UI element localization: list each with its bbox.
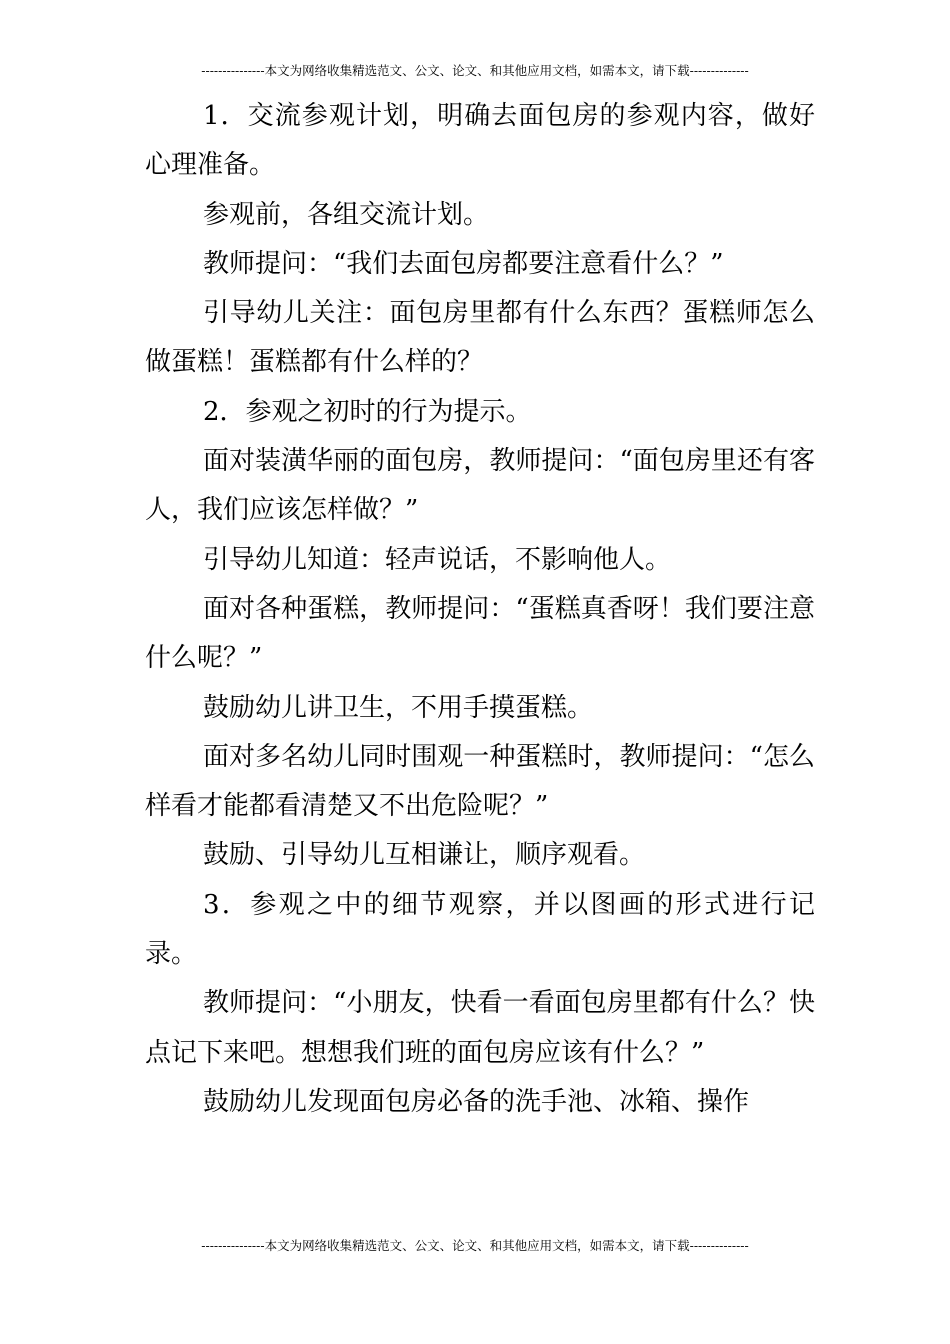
paragraph-12: 3．参观之中的细节观察，并以图画的形式进行记录。 [145, 889, 815, 970]
paragraph-13: 教师提问：“小朋友，快看一看面包房里都有什么？快点记下来吧。想想我们班的面包房应该有什么？” [145, 988, 815, 1068]
paragraph-9: 鼓励幼儿讲卫生，不用手摸蛋糕。 [203, 692, 594, 723]
paragraph-3: 教师提问：“我们去面包房都要注意看什么？” [203, 248, 724, 279]
paragraph-6: 面对装潢华丽的面包房，教师提问：“面包房里还有客人，我们应该怎样做？” [145, 446, 815, 526]
paragraph-14: 鼓励幼儿发现面包房必备的洗手池、冰箱、操作 [203, 1086, 750, 1117]
paragraph-4: 引导幼儿关注：面包房里都有什么东西？蛋糕师怎么做蛋糕！蛋糕都有什么样的？ [145, 298, 815, 378]
document-body [145, 92, 815, 1127]
header-banner: ---------------本文为网络收集精选范文、公文、论文、和其他应用文档，如需本文，请下载-------------- [201, 63, 749, 78]
footer-banner: ---------------本文为网络收集精选范文、公文、论文、和其他应用文档，如需本文，请下载-------------- [201, 1238, 749, 1253]
paragraph-5: 2．参观之初时的行为提示。 [203, 396, 532, 427]
paragraph-10: 面对多名幼儿同时围观一种蛋糕时，教师提问：“怎么样看才能都看清楚又不出危险呢？” [145, 741, 815, 822]
paragraph-1: 1．交流参观计划，明确去面包房的参观内容，做好心理准备。 [145, 101, 815, 181]
paragraph-7: 引导幼儿知道：轻声说话，不影响他人。 [203, 544, 672, 575]
paragraph-8: 面对各种蛋糕，教师提问：“蛋糕真香呀！我们要注意什么呢？” [145, 593, 815, 674]
paragraph-11: 鼓励、引导幼儿互相谦让，顺序观看。 [203, 840, 646, 871]
paragraph-2: 参观前，各组交流计划。 [203, 199, 490, 230]
